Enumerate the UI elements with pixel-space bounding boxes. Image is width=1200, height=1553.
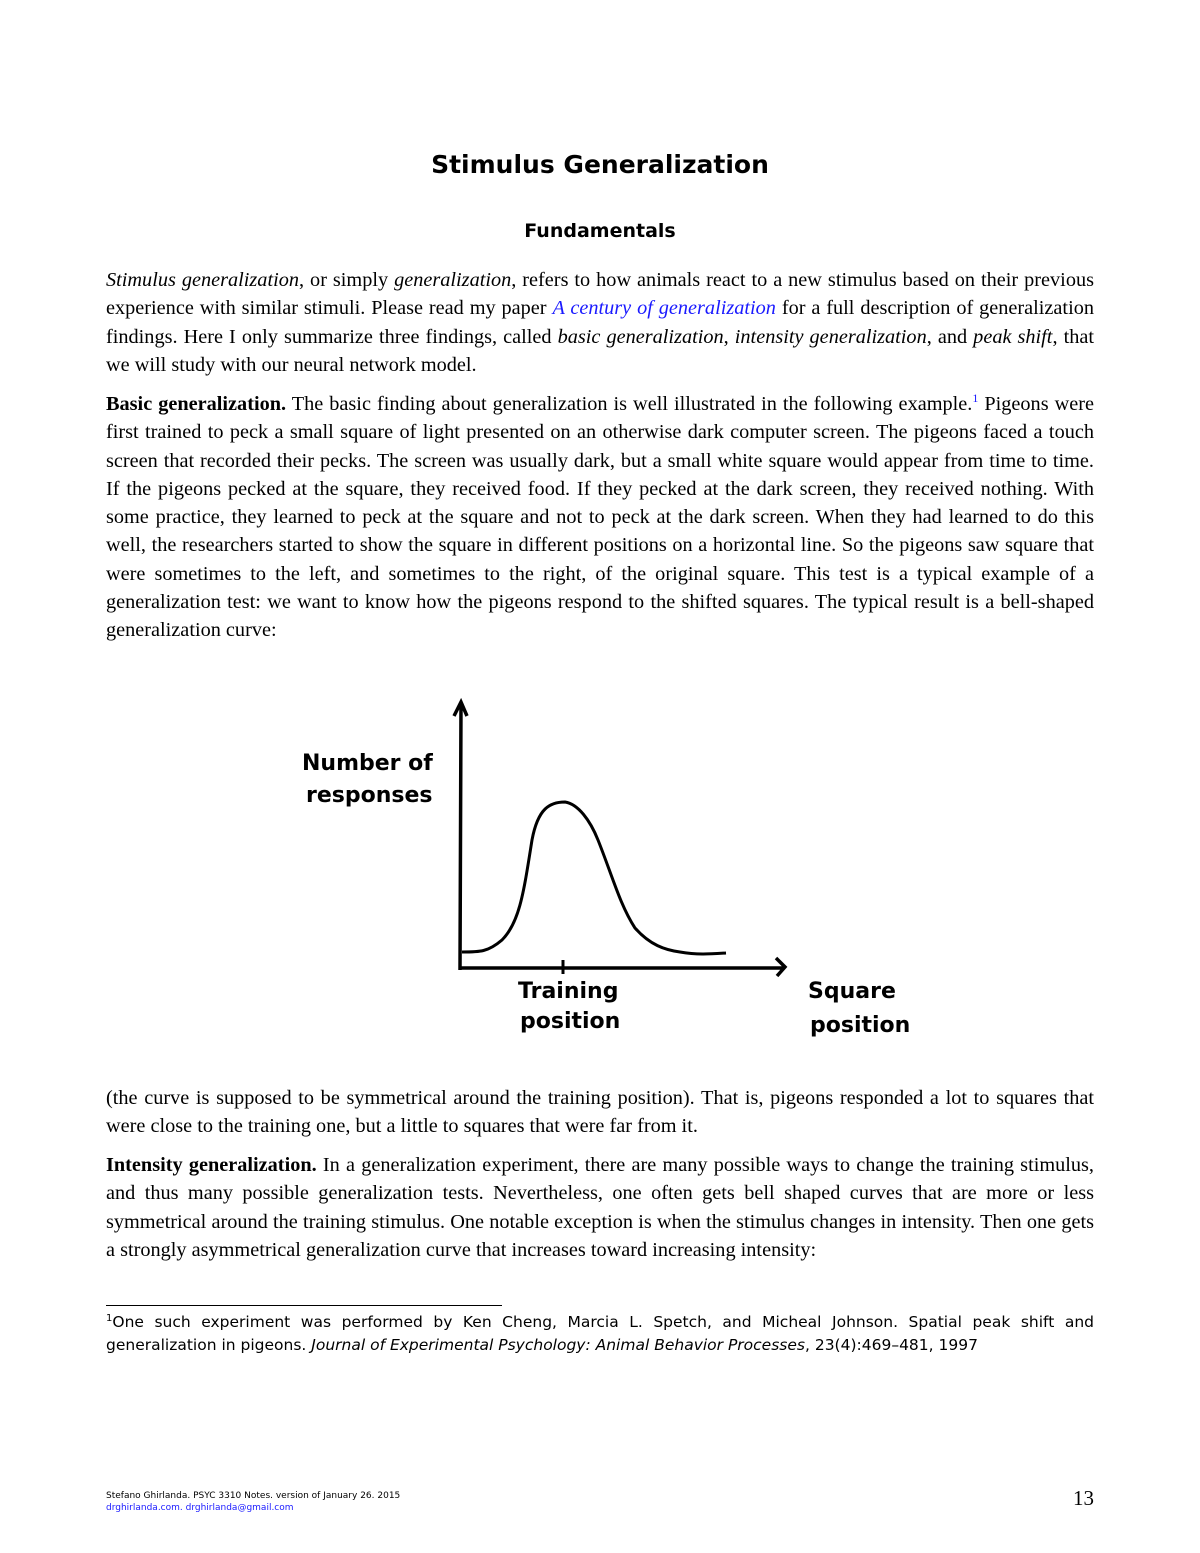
footnote <box>106 1311 1094 1357</box>
text: Pigeons were first trained to peck a small square of light presented on an otherwise dark computer screen. The pigeons faced a touch screen that recorded their pecks. The screen was usually dark, but a small white square would appear from time to time. If the pigeons pecked at the square, they received food. If they pecked at the dark screen, they received nothing. With some practice, they learned to peck at the square and not to peck at the dark screen. When they had learned to do this well, the researchers started to show the square in different positions on a horizontal line. So the pigeons saw square that were sometimes to the left, and sometimes to the right, of the original square. This test is a typical example of a generalization test: we want to know how the pigeons respond to the shifted squares. The typical result is a bell-shaped generalization curve: <box>106 393 1095 642</box>
footnote-divider <box>106 1305 502 1306</box>
x-axis-label: position <box>810 1013 911 1038</box>
y-axis-label: Number of <box>302 751 433 776</box>
tick-label: position <box>520 1009 621 1034</box>
intensity-generalization-paragraph <box>106 1151 1094 1264</box>
curve-explanation-paragraph: (the curve is supposed to be symmetrical around the training position). That is, pigeons responded a lot to squares that were close to the training one, but a little to squares that were far from it. <box>106 1087 1094 1138</box>
footnote-link[interactable]: 1 <box>972 391 979 406</box>
footer-links[interactable]: drghirlanda.com. drghirlanda@gmail.com <box>106 1503 294 1513</box>
text: The basic finding about generalization is well illustrated in the following example. <box>286 393 973 415</box>
paper-link[interactable]: A century of generalization <box>552 297 776 320</box>
text: , or simply <box>299 269 395 291</box>
intro-paragraph <box>106 266 1094 379</box>
text: In a generalization experiment, there are many possible ways to change the training stimulus, and thus many possible generalization tests. Nevertheless, one often gets bell shaped curves that are more or less symmetrical around the training stimulus. One notable exception is when the stimulus changes in intensity. Then one gets a strongly asymmetrical generalization curve that increases toward increasing intensity: <box>106 1154 1094 1261</box>
y-axis-label: responses <box>306 783 433 808</box>
basic-generalization-paragraph <box>106 390 1094 645</box>
paragraph-heading: Intensity generalization. <box>106 1154 317 1176</box>
tick-label: Training <box>518 979 619 1004</box>
page-title: Stimulus Generalization <box>431 150 769 179</box>
text: One such experiment was performed by Ken Cheng, Marcia L. Spetch, and Micheal Johnson. Spatial peak shift and generalization in pigeons. <box>106 1313 1094 1354</box>
footnote-mark: 1 <box>106 1312 113 1324</box>
x-axis <box>460 958 785 976</box>
generalization-curve <box>462 802 726 954</box>
footer-author: Stefano Ghirlanda. PSYC 3310 Notes. version of January 26. 2015 <box>106 1491 401 1501</box>
text: for a full description of generalization findings. Here I only summarize three findings, called <box>106 297 1094 348</box>
page-number: 13 <box>1073 1486 1094 1510</box>
term: basic generalization <box>557 325 724 348</box>
y-axis <box>454 702 467 970</box>
term: generalization <box>394 269 512 291</box>
journal-name: Journal of Experimental Psychology: Animal Behavior Processes <box>311 1336 805 1354</box>
section-heading: Fundamentals <box>524 220 676 242</box>
text: , and <box>926 325 974 348</box>
term: peak shift <box>973 325 1053 348</box>
text: , refers to how animals react to a new stimulus based on their previous experience with similar stimuli. Please read my paper <box>106 269 1094 320</box>
term: intensity generalization <box>734 325 927 348</box>
paragraph-heading: Basic generalization. <box>106 393 287 415</box>
x-axis-label: Square <box>808 979 896 1004</box>
page-footer <box>106 1490 400 1514</box>
term: Stimulus generalization <box>106 269 300 291</box>
text: , that we will study with our neural network model. <box>106 325 1094 376</box>
text: , <box>723 325 735 348</box>
generalization-curve-figure <box>280 690 920 1060</box>
text: , 23(4):469–481, 1997 <box>804 1336 978 1354</box>
